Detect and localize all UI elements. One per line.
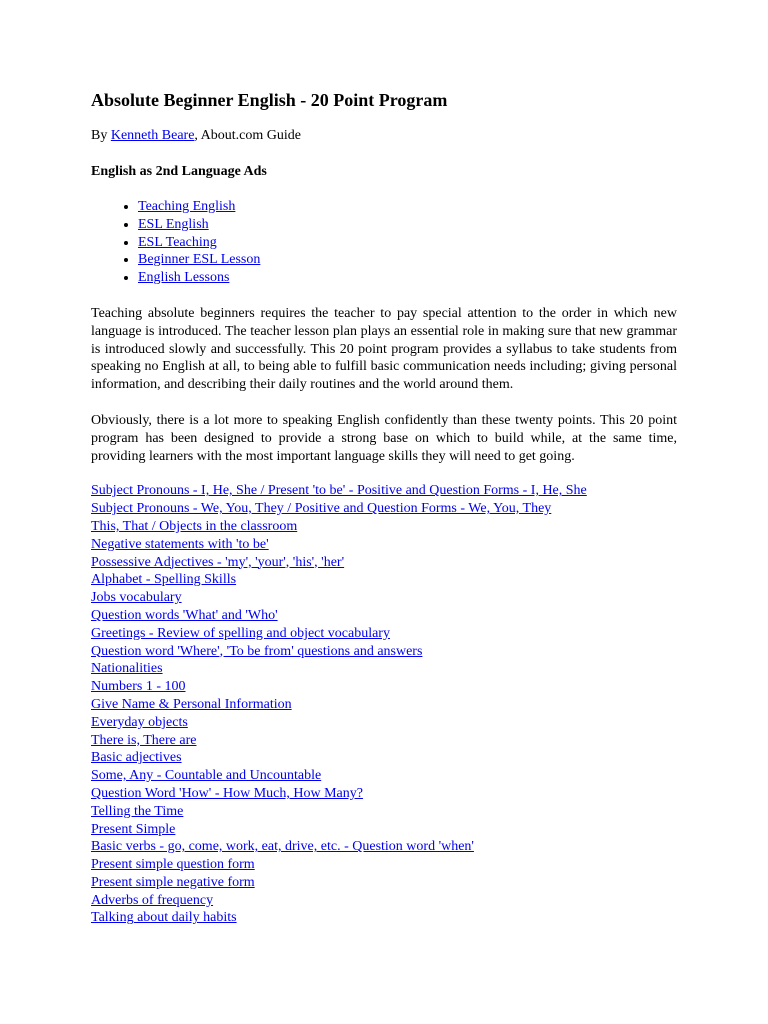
topic-link[interactable]: Adverbs of frequency [91, 892, 214, 908]
byline-prefix: By [91, 128, 111, 143]
author-link[interactable]: Kenneth Beare [110, 128, 195, 143]
topic-link[interactable]: Subject Pronouns - I, He, She / Present 'to be' - Positive and Question Forms - I, He, She [91, 483, 587, 499]
topic-link[interactable]: Question words 'What' and 'Who' [91, 607, 278, 623]
ad-link-teaching-english[interactable]: Teaching English [138, 199, 236, 214]
ads-list-item [138, 269, 677, 287]
topic-link[interactable]: Everyday objects [91, 714, 188, 730]
topic-link[interactable]: Question word 'Where', 'To be from' questions and answers [91, 643, 423, 659]
topic-link[interactable]: Alphabet - Spelling Skills [91, 572, 237, 588]
article [91, 89, 677, 927]
ad-link-esl-english[interactable]: ESL English [138, 216, 209, 232]
topic-link[interactable]: There is, There are [91, 732, 197, 748]
topic-link[interactable]: Jobs vocabulary [91, 590, 182, 606]
topic-link[interactable]: Give Name & Personal Information [91, 696, 292, 712]
ads-list-item [138, 251, 677, 269]
topic-link[interactable]: Possessive Adjectives - 'my', 'your', 'his', 'her' [91, 554, 345, 570]
ad-link-beginner-esl-lesson[interactable]: Beginner ESL Lesson [138, 252, 261, 268]
intro-paragraph: Teaching absolute beginners requires the teacher to pay special attention to the order in which new language is introduced. The teacher lesson plan plays an essential role in making sure that new grammar is introduced slowly and successfully. This 20 point program provides a syllabus to take students from speaking no English at all, to being able to fulfill basic communication needs including; giving personal information, and describing their daily routines and the world around them. [91, 305, 677, 393]
topic-link[interactable]: Present simple question form [91, 857, 255, 873]
topic-link[interactable]: Subject Pronouns - We, You, They / Positive and Question Forms - We, You, They [91, 501, 552, 517]
topic-link[interactable]: Talking about daily habits [91, 910, 237, 926]
topic-link[interactable]: Nationalities [91, 661, 163, 677]
ads-list [91, 198, 677, 287]
second-paragraph: Obviously, there is a lot more to speaking English confidently than these twenty points. This 20 point program has been designed to provide a strong base on which to build while, at the same time, providing learners with the most important language skills they will need to get going. [91, 412, 677, 464]
topic-link[interactable]: Present Simple [91, 821, 176, 837]
topic-link[interactable]: Some, Any - Countable and Uncountable [91, 768, 322, 784]
topic-link-list [91, 482, 677, 927]
ads-list-item [138, 198, 677, 216]
byline-suffix: , About.com Guide [194, 128, 301, 143]
topic-link[interactable]: Telling the Time [91, 803, 184, 819]
topic-link[interactable]: Question Word 'How' - How Much, How Many? [91, 785, 363, 801]
topic-link[interactable]: Basic adjectives [91, 750, 182, 766]
topic-link[interactable]: Basic verbs - go, come, work, eat, drive, etc. - Question word 'when' [91, 839, 474, 855]
topic-link[interactable]: Negative statements with 'to be' [91, 536, 269, 552]
topic-link[interactable]: This, That / Objects in the classroom [91, 518, 298, 534]
ads-list-item [138, 234, 677, 252]
ads-heading: English as 2nd Language Ads [91, 164, 267, 179]
page-title: Absolute Beginner English - 20 Point Program [91, 90, 448, 110]
topic-link[interactable]: Numbers 1 - 100 [91, 679, 186, 695]
ad-link-english-lessons[interactable]: English Lessons [138, 270, 230, 286]
topic-link[interactable]: Present simple negative form [91, 874, 255, 890]
byline [91, 127, 677, 145]
topic-link[interactable]: Greetings - Review of spelling and object vocabulary [91, 625, 390, 641]
ad-link-esl-teaching[interactable]: ESL Teaching [138, 234, 217, 250]
ads-list-item [138, 216, 677, 234]
